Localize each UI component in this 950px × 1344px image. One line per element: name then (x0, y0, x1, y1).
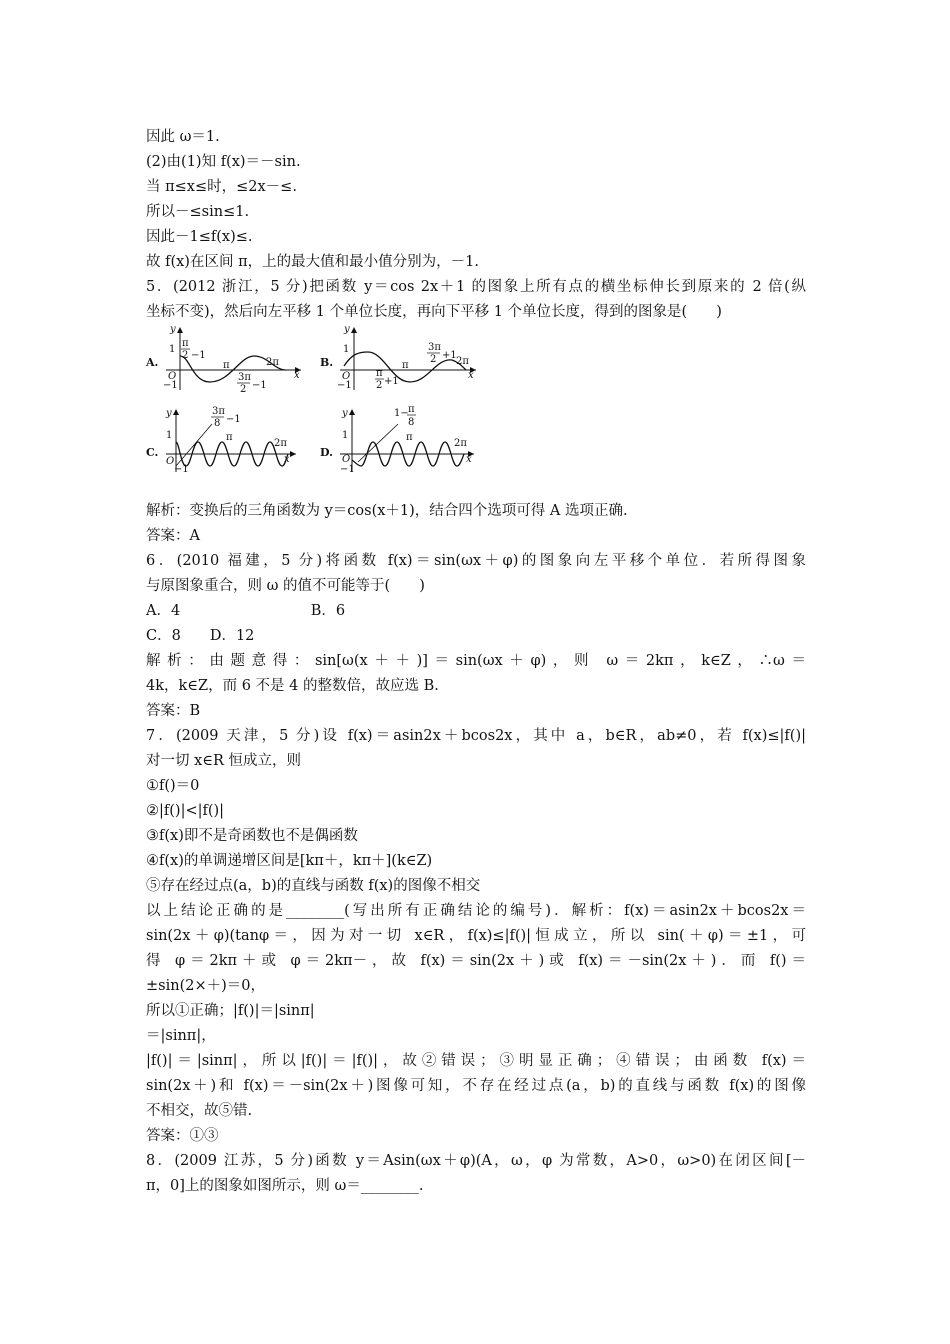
question-7-line: 7．(2009 天津，5 分)设 f(x)＝asin2x＋bcos2x，其中 a，b∈R，ab≠0，若 f(x)≤|f()| (146, 728, 806, 744)
question-7-item: ①f()＝0 (146, 778, 200, 794)
text-line: 故 f(x)在区间 π，上的最大值和最小值分别为，－1. (146, 254, 479, 270)
tick-label: 3π (212, 406, 225, 417)
tick-label: −1 (252, 380, 267, 391)
graph-option-c (146, 404, 306, 472)
tick-label: 2 (430, 354, 437, 365)
question-7-item: ②|f()|<|f()| (146, 803, 225, 819)
tick-label: 2π (456, 356, 469, 367)
tick-label: 8 (214, 418, 221, 429)
question-7-line: 以上结论正确的是________(写出所有正确结论的编号)．解析：f(x)＝asin2x＋bcos2x＝ (146, 903, 806, 919)
tick-label: 2π (266, 357, 279, 368)
tick-label: π (182, 338, 189, 349)
question-7-item: ④f(x)的单调递增区间是[kπ＋，kπ＋](k∈Z) (146, 853, 433, 869)
tick-label: π (402, 360, 409, 371)
answer-5: 答案：A (146, 528, 200, 544)
text-line: 所以－≤sin≤1. (146, 204, 250, 220)
origin-label: O (342, 454, 351, 465)
origin-label: O (168, 371, 177, 382)
solution-7-line: sin(2x＋)和 f(x)＝－sin(2x＋)图像可知，不存在经过点(a，b)的直线与函数 f(x)的图像 (146, 1078, 806, 1094)
tick-label: 1 (342, 430, 349, 441)
tick-label: π (376, 368, 383, 379)
question-5-line: 5．(2012 浙江，5 分)把函数 y＝cos 2x＋1 的图象上所有点的横坐标伸长到原来的 2 倍(纵 (146, 279, 806, 295)
text-line: 当 π≤x≤时，≤2x－≤. (146, 179, 297, 195)
tick-label: 2 (182, 350, 189, 361)
tick-label: 2 (376, 380, 383, 391)
tick-label: π (226, 432, 233, 443)
tick-label: 1− (394, 408, 409, 419)
origin-label: O (342, 371, 351, 382)
text-line: 因此－1≤f(x)≤. (146, 229, 253, 245)
solution-7-line: sin(2x＋φ)(tanφ＝，因为对一切 x∈R，f(x)≤|f()|恒成立，所以 sin(＋φ)＝±1，可 (146, 928, 806, 944)
question-7-item: ③f(x)即不是奇函数也不是偶函数 (146, 828, 358, 844)
question-8-line: 8．(2009 江苏，5 分)函数 y＝Asin(ωx＋φ)(A，ω，φ 为常数，A>0，ω>0)在闭区间[－ (146, 1153, 806, 1169)
question-5-line: 坐标不变)，然后向左平移 1 个单位长度，再向下平移 1 个单位长度，得到的图象是( ) (146, 304, 722, 320)
graph-label: D. (320, 446, 333, 459)
tick-label: +1 (442, 350, 457, 361)
tick-label: 2 (240, 384, 247, 392)
tick-label: 2π (454, 438, 467, 449)
graph-option-d (318, 404, 480, 472)
solution-7-line: 得 φ＝2kπ＋或 φ＝2kπ－，故 f(x)＝sin(2x＋)或 f(x)＝－sin(2x＋)．而 f()＝ (146, 953, 806, 969)
y-axis-label: y (166, 408, 172, 419)
tick-label: −1 (174, 464, 189, 472)
graph-label: C. (146, 446, 159, 459)
question-6-line: 与原图象重合，则 ω 的值不可能等于( ) (146, 578, 425, 594)
y-axis-label: y (342, 408, 348, 419)
x-axis-label: x (466, 454, 472, 465)
tick-label: −1 (163, 380, 178, 391)
solution-7-line: 不相交，故⑤错. (146, 1103, 253, 1119)
tick-label: 1 (169, 344, 176, 355)
question-7-item: ⑤存在经过点(a，b)的直线与函数 f(x)的图像不相交 (146, 878, 481, 894)
solution-6-line: 4k，k∈Z，而 6 不是 4 的整数倍，故应选 B. (146, 678, 439, 694)
tick-label: π (223, 360, 230, 371)
tick-label: −1 (191, 350, 206, 361)
tick-label: −1 (340, 464, 355, 472)
solution-6-line: 解析：由题意得：sin[ω(x＋＋)]＝sin(ωx＋φ)，则 ω＝2kπ，k∈Z，∴ω＝ (146, 653, 806, 669)
solution-5: 解析：变换后的三角函数为 y＝cos(x＋1)，结合四个选项可得 A 选项正确. (146, 503, 628, 519)
tick-label: 1 (343, 344, 350, 355)
tick-label: 2π (274, 438, 287, 449)
tick-label: −1 (226, 414, 241, 425)
tick-label: π (408, 404, 415, 415)
graph-label: B. (320, 356, 334, 369)
question-7-line: 对一切 x∈R 恒成立，则 (146, 753, 302, 769)
question-6-options: A．4 B．6 (146, 603, 346, 619)
solution-7-line: 所以①正确；|f()|＝|sinπ| (146, 1003, 315, 1019)
x-axis-label: x (294, 370, 300, 381)
graph-option-b (318, 324, 478, 392)
solution-7-line: ＝|sinπ|， (146, 1028, 216, 1044)
tick-label: 1 (166, 430, 173, 441)
solution-7-line: |f()|＝|sinπ|，所以|f()|＝|f()|，故②错误；③明显正确；④错误；由函数 f(x)＝ (146, 1053, 806, 1069)
y-axis-label: y (344, 324, 350, 335)
tick-label: −1 (337, 380, 352, 391)
solution-7-line: ±sin(2×＋)＝0， (146, 978, 265, 994)
y-axis-label: y (170, 324, 176, 335)
question-6-line: 6．(2010 福建，5 分)将函数 f(x)＝sin(ωx＋φ)的图象向左平移个单位．若所得图象 (146, 553, 806, 569)
question-6-options: C．8 D．12 (146, 628, 255, 644)
graph-option-a (146, 324, 306, 392)
tick-label: 3π (428, 342, 441, 353)
tick-label: 3π (238, 372, 251, 383)
answer-6: 答案：B (146, 703, 201, 719)
tick-label: 8 (408, 417, 415, 428)
origin-label: O (166, 456, 175, 467)
x-axis-label: x (468, 370, 474, 381)
question-8-line: π，0]上的图象如图所示，则 ω＝________. (146, 1178, 424, 1194)
text-line: 因此 ω＝1. (146, 129, 220, 145)
answer-7: 答案：①③ (146, 1128, 219, 1144)
tick-label: π (406, 432, 413, 443)
text-line: (2)由(1)知 f(x)＝－sin. (146, 154, 301, 170)
graph-label: A. (146, 356, 159, 369)
x-axis-label: x (284, 454, 290, 465)
tick-label: +1 (384, 376, 399, 387)
